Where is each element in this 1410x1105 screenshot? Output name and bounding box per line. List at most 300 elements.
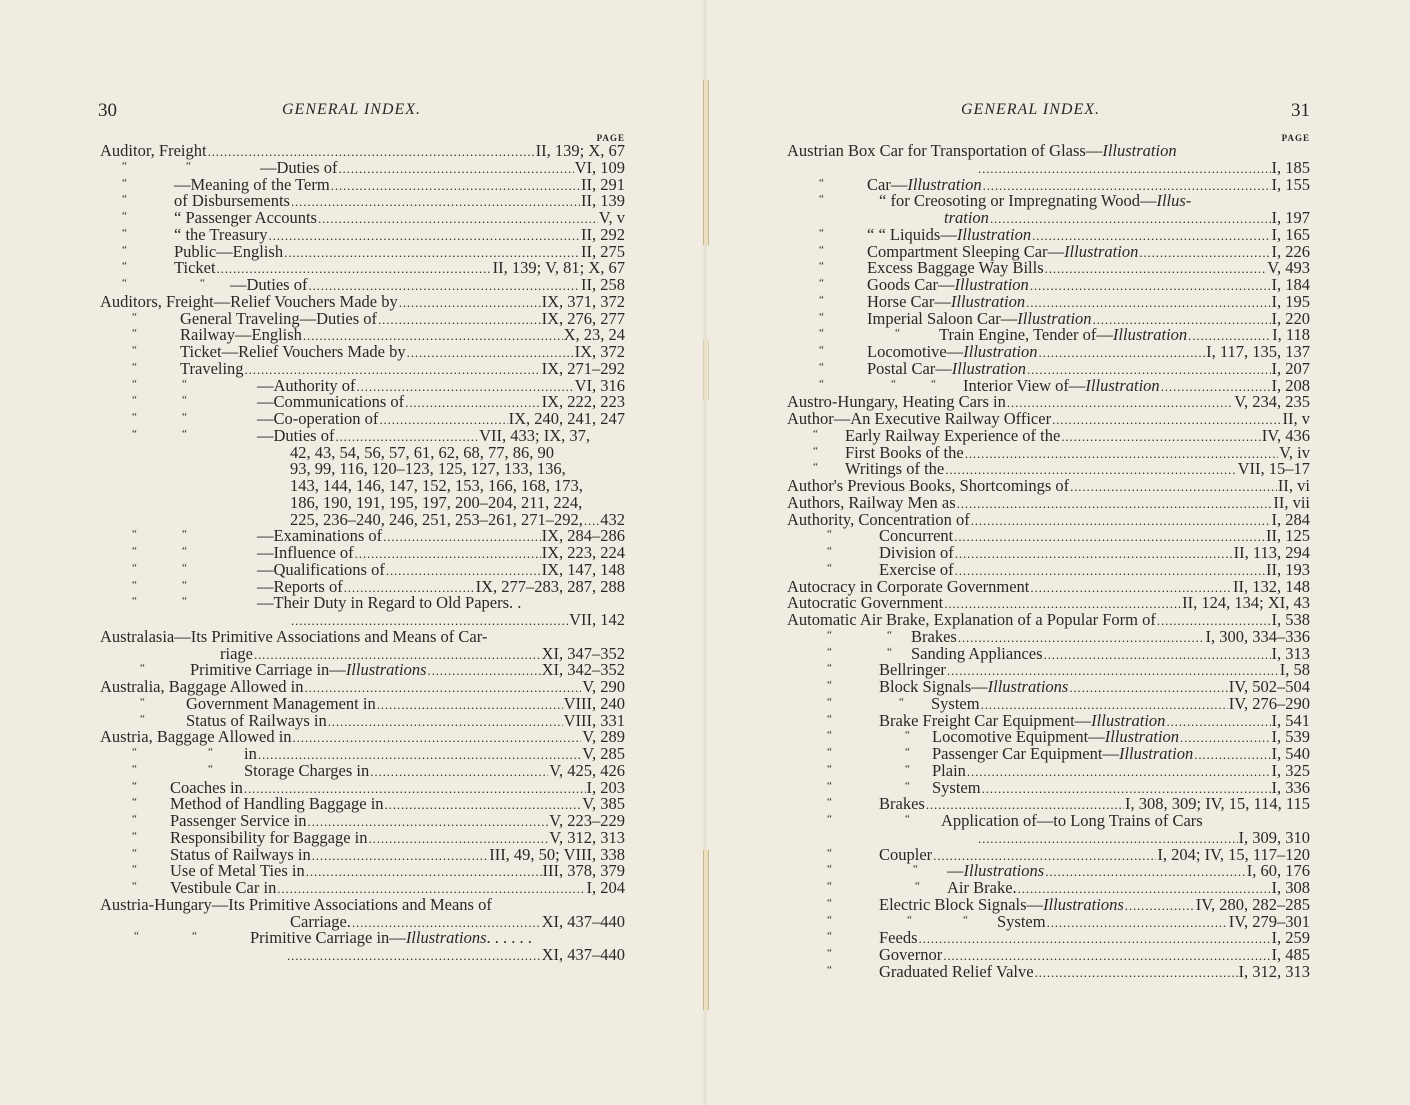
page-reference: II, 291 [581, 174, 625, 194]
entry-italic: Illustrations [963, 861, 1045, 881]
entry-label: Author's Previous Books, Shortcomings of [787, 476, 1070, 495]
index-entry [100, 894, 625, 914]
ditto-mark: “ [182, 578, 187, 591]
page-reference: IX, 284–286 [541, 526, 625, 546]
entry-label: Bellringer [879, 660, 946, 680]
index-entry [787, 894, 1310, 914]
page-reference: II, 113, 294 [1233, 543, 1310, 562]
entry-label: “ “ Liquids— [867, 224, 957, 244]
ditto-mark: “ [813, 444, 818, 457]
entry-text [787, 612, 1156, 629]
entry-label: Passenger Car Equipment— [932, 744, 1119, 763]
entry-text [932, 777, 981, 797]
index-entry [787, 210, 1310, 227]
entry-label: Horse Car— [867, 291, 951, 311]
entry-label: Feeds [879, 928, 918, 948]
ditto-mark: “ [827, 695, 832, 708]
entry-label: Railway—English [180, 325, 302, 345]
page-column-label: PAGE [596, 133, 625, 143]
entry-label: of Disbursements [174, 191, 290, 211]
index-entry [100, 693, 625, 713]
entry-label: Concurrent [879, 526, 954, 546]
entry-label: Storage Charges in [244, 760, 370, 780]
ditto-mark: “ [140, 712, 145, 725]
ditto-mark: “ [122, 176, 127, 189]
ditto-mark: “ [208, 762, 213, 775]
dot-leader [269, 228, 581, 245]
page-reference: II, 132, 148 [1233, 576, 1310, 596]
page-reference: II, vii [1273, 492, 1310, 512]
entry-label: Passenger Service in [170, 811, 307, 830]
ditto-mark: “ [827, 796, 832, 809]
page-reference: I, 204; IV, 15, 117–120 [1157, 844, 1310, 864]
ditto-mark: “ [132, 746, 137, 758]
entry-label: Postal Car— [867, 358, 952, 378]
dot-leader [965, 446, 1278, 463]
entry-label: —Reports of [257, 576, 343, 596]
entry-text [932, 746, 1193, 763]
ditto-mark: “ [182, 377, 187, 390]
ditto-mark: “ [132, 578, 137, 591]
dot-leader [1069, 680, 1227, 697]
ditto-mark: “ [208, 746, 213, 758]
page-reference: VI, 316 [574, 375, 625, 395]
page-reference: I, 207 [1271, 358, 1310, 378]
entry-label: — [947, 861, 964, 881]
entry-label: Application of—to Long Trains of Cars [941, 811, 1203, 830]
page-reference: III, 49, 50; VIII, 338 [489, 844, 625, 864]
ditto-mark: “ [915, 880, 920, 892]
entry-italic: Illus- [1156, 191, 1192, 211]
entry-label: Status of Railways in [170, 844, 311, 864]
entry-label: Ticket—Relief Vouchers Made by [180, 342, 406, 361]
index-entry [787, 157, 1310, 177]
entry-label: Governor [879, 945, 943, 964]
dot-leader [1052, 412, 1281, 429]
index-entry [100, 308, 625, 328]
page-reference: I, 259 [1271, 928, 1310, 948]
ditto-mark: “ [827, 896, 832, 909]
entry-text [257, 595, 521, 612]
entry-label: —Influence of [257, 543, 354, 562]
ditto-mark: “ [186, 159, 191, 172]
entry-italic: Illustration [963, 342, 1038, 361]
ditto-mark: “ [122, 226, 127, 239]
entry-text [879, 796, 925, 813]
entry-label: Austria, Baggage Allowed in [100, 727, 292, 747]
page-reference: I, 538 [1271, 610, 1310, 629]
page-reference: IX, 277–283, 287, 288 [475, 576, 625, 596]
ditto-mark: “ [827, 545, 832, 557]
entry-label: Author—An Executive Railway Officer [787, 409, 1052, 428]
entry-label: System [997, 911, 1046, 931]
running-head-title: GENERAL INDEX. [282, 101, 422, 118]
page-reference: II, 139 [581, 191, 625, 211]
dot-leader [377, 697, 563, 714]
index-entry [787, 545, 1310, 562]
page-reference: II, 275 [581, 241, 625, 261]
ditto-mark: “ [827, 963, 832, 976]
page-reference: I, 308, 309; IV, 15, 114, 115 [1124, 794, 1310, 814]
ditto-mark: “ [819, 226, 824, 239]
page-number: 30 [98, 100, 117, 121]
entry-italic: Illustration [907, 174, 982, 194]
ditto-mark: “ [827, 779, 832, 792]
ditto-mark: “ [122, 210, 127, 222]
ditto-mark: “ [827, 930, 832, 943]
dot-leader [967, 764, 1271, 781]
dot-leader [1045, 864, 1246, 881]
page-reference: IX, 271–292 [541, 358, 625, 378]
entry-label: Brakes [879, 794, 925, 814]
page-reference: I, 541 [1271, 710, 1310, 730]
ditto-mark: “ [132, 344, 137, 356]
ditto-mark: “ [913, 863, 918, 876]
dot-leader [1030, 278, 1271, 295]
entry-label: Compartment Sleeping Car— [867, 241, 1065, 261]
index-entry [100, 358, 625, 378]
ditto-mark: “ [182, 545, 187, 557]
dot-leader [1044, 647, 1271, 664]
ditto-mark: “ [827, 561, 832, 574]
ditto-mark: “ [819, 360, 824, 373]
dot-leader [1194, 747, 1270, 764]
ditto-mark: “ [827, 628, 832, 641]
ditto-mark: “ [827, 863, 832, 876]
entry-italic: Illustration [951, 358, 1027, 378]
dot-leader [1070, 479, 1277, 496]
entry-italic: Illustration [1017, 308, 1092, 328]
ditto-mark: “ [132, 310, 137, 323]
page-reference: V, 385 [582, 794, 625, 814]
dot-leader [306, 864, 542, 881]
index-entry [787, 947, 1310, 964]
page-reference: V, 223–229 [549, 811, 625, 830]
ditto-mark: “ [132, 796, 137, 809]
dot-leader [978, 161, 1271, 178]
index-entry [787, 528, 1310, 545]
ditto-mark: “ [140, 695, 145, 708]
page-reference: IV, 279–301 [1228, 911, 1310, 931]
ditto-mark: “ [827, 712, 832, 725]
entry-label: First Books of the [845, 442, 964, 462]
entry-text [100, 729, 292, 746]
entry-label: Authors, Railway Men as [787, 492, 956, 512]
ditto-mark: “ [827, 947, 832, 959]
index-entry [787, 760, 1310, 780]
ditto-mark: “ [122, 260, 127, 273]
index-entry [100, 595, 625, 612]
entry-label: Vestibule Car in [170, 878, 277, 897]
page-reference: I, 309, 310 [1238, 827, 1310, 847]
ditto-mark: “ [905, 779, 910, 792]
entry-label: Air Brake. [947, 878, 1017, 897]
entry-label: Locomotive— [867, 342, 964, 361]
ditto-mark: “ [819, 310, 824, 323]
index-entry [787, 193, 1310, 210]
ditto-mark: “ [819, 293, 824, 306]
ditto-mark: “ [899, 695, 904, 708]
entry-italic: Illustration [950, 291, 1026, 311]
entry-label: Electric Block Signals— [879, 894, 1044, 914]
index-entry [787, 961, 1310, 981]
ditto-mark: “ [132, 829, 137, 842]
page-reference: XI, 437–440 [541, 911, 625, 931]
ditto-mark: “ [887, 645, 892, 658]
ditto-mark: “ [122, 243, 127, 256]
entry-text [100, 626, 488, 646]
ditto-mark: “ [827, 746, 832, 758]
ditto-mark: “ [132, 863, 137, 876]
entry-label: General Traveling—Duties of [180, 308, 378, 328]
page-number: 31 [1291, 100, 1310, 121]
page-reference: IX, 276, 277 [541, 308, 625, 328]
page-reference: I, 197 [1271, 208, 1310, 227]
entry-label: Block Signals— [879, 677, 988, 696]
dot-leader [383, 529, 540, 546]
ditto-mark: “ [827, 679, 832, 691]
index-entry [787, 827, 1310, 847]
dot-leader [428, 663, 541, 680]
dot-leader [287, 948, 541, 965]
entry-label: Public—English [174, 241, 284, 261]
index-entries [100, 143, 625, 964]
entry-text [879, 844, 933, 864]
page-reference: X, 23, 24 [563, 325, 625, 345]
entry-label: System [932, 777, 981, 797]
entry-label: Autocratic Government [787, 593, 944, 613]
dot-leader [955, 546, 1233, 563]
ditto-mark: “ [905, 762, 910, 775]
entry-italic: Illustration [1102, 141, 1177, 160]
page-reference: I, 195 [1271, 291, 1310, 311]
page-column-label: PAGE [1281, 133, 1310, 143]
page-reference: II, 139; X, 67 [535, 141, 625, 160]
entry-label: Austria-Hungary—Its Primitive Associations and Means of [100, 894, 492, 914]
dot-leader [291, 194, 580, 211]
ditto-mark: “ [819, 344, 824, 356]
page-reference: II, 292 [581, 224, 625, 244]
dot-leader [378, 312, 541, 329]
page-reference: IV, 436 [1261, 425, 1310, 445]
entry-label: —Duties of [257, 425, 335, 445]
entry-label: Australasia—Its Primitive Associations and Means of Car- [100, 626, 488, 646]
ditto-mark: “ [192, 930, 197, 943]
entry-label: 42, 43, 54, 56, 57, 61, 62, 68, 77, 86, 90 [290, 442, 554, 462]
index-entries [787, 143, 1310, 981]
ditto-mark: “ [827, 762, 832, 775]
page-reference: IV, 502–504 [1228, 677, 1310, 696]
entry-label: —Examinations of [257, 526, 383, 546]
index-entry [787, 746, 1310, 763]
page-reference: I, 203 [586, 777, 625, 797]
entry-label: Austro-Hungary, Heating Cars in [787, 392, 1006, 412]
dot-leader [312, 848, 489, 865]
left-page [100, 0, 625, 1105]
ditto-mark: “ [132, 813, 137, 825]
page-reference: I, 155 [1271, 174, 1310, 194]
index-entry [787, 844, 1310, 864]
ditto-mark: “ [827, 813, 832, 825]
ditto-mark: “ [813, 427, 818, 440]
ditto-mark: “ [827, 645, 832, 658]
page-reference: II, 125 [1266, 526, 1310, 546]
page-reference: I, 184 [1271, 275, 1310, 294]
entry-label: 225, 236–240, 246, 251, 253–261, 271–292, [290, 509, 583, 529]
ditto-mark: “ [132, 561, 137, 574]
ditto-mark: “ [905, 729, 910, 742]
ditto-mark: “ [132, 360, 137, 373]
index-entry [787, 643, 1310, 663]
ditto-mark: “ [132, 846, 137, 859]
entry-label: Graduated Relief Valve [879, 961, 1034, 981]
entry-text [997, 911, 1046, 931]
entry-label: —Meaning of the Term [174, 174, 330, 194]
ditto-mark: “ [132, 762, 137, 775]
dot-leader [1166, 714, 1270, 731]
entry-italic: Illustration [1112, 325, 1188, 345]
page-reference: I, 540 [1271, 744, 1310, 763]
ditto-mark: “ [132, 427, 137, 440]
page-reference: I, 117, 135, 137 [1206, 342, 1310, 361]
entry-label: —Co-operation of [257, 409, 379, 428]
entry-text [250, 930, 532, 947]
entry-label: Brake Freight Car Equipment— [879, 710, 1092, 730]
page-reference: I, 325 [1271, 760, 1310, 780]
entry-label: Primitive Carriage in— [190, 660, 346, 680]
ditto-mark: “ [132, 545, 137, 557]
ditto-mark: “ [905, 746, 910, 758]
index-entry [100, 260, 625, 277]
ditto-mark: “ [813, 461, 818, 474]
page-reference: IX, 222, 223 [541, 392, 625, 412]
dot-leader [990, 211, 1271, 228]
page-reference: V, 493 [1267, 258, 1310, 278]
ditto-mark: “ [182, 561, 187, 574]
entry-italic: Illustrations [987, 677, 1069, 696]
page-reference: IX, 372 [574, 342, 625, 361]
ditto-mark: “ [132, 595, 137, 608]
ditto-mark: “ [132, 528, 137, 541]
page-reference: II, v [1282, 409, 1310, 428]
entry-label: Auditors, Freight—Relief Vouchers Made by [100, 291, 398, 311]
dot-leader [318, 211, 598, 228]
ditto-mark: “ [132, 377, 137, 390]
entry-label: —Communications of [257, 392, 405, 412]
entry-label: Car— [867, 174, 908, 194]
dot-leader [208, 144, 535, 161]
page-reference: I, 284 [1271, 509, 1310, 529]
ditto-mark: “ [827, 846, 832, 859]
ditto-mark: “ [182, 411, 187, 423]
page-reference: IV, 276–290 [1228, 693, 1310, 713]
ditto-mark: “ [963, 913, 968, 926]
entry-text [879, 961, 1034, 981]
dot-leader [1061, 429, 1260, 446]
index-entry [100, 947, 625, 964]
entry-label: Imperial Saloon Car— [867, 308, 1018, 328]
entry-label: Method of Handling Baggage in [170, 794, 384, 814]
ditto-mark: “ [182, 595, 187, 608]
dot-leader [1125, 898, 1195, 915]
index-entry [787, 143, 1310, 160]
entry-label: Early Railway Experience of the [845, 425, 1061, 445]
entry-label: riage [220, 643, 253, 663]
entry-label: Status of Railways in [186, 710, 327, 730]
page-reference: I, 165 [1271, 224, 1310, 244]
ditto-mark: “ [819, 176, 824, 189]
entry-label: —Their Duty in Regard to Old Papers. . [257, 593, 522, 613]
entry-text [244, 760, 370, 780]
entry-label: Primitive Carriage in— [250, 928, 406, 948]
page-reference: I, 300, 334–336 [1205, 626, 1310, 646]
ditto-mark: “ [140, 662, 145, 675]
dot-leader [954, 529, 1265, 546]
page-reference: VII, 142 [569, 610, 625, 629]
entry-label: Coaches in [170, 777, 243, 797]
ditto-mark: “ [819, 327, 824, 340]
page-reference: V, 234, 235 [1234, 392, 1310, 412]
index-entry [787, 813, 1310, 830]
ditto-mark: “ [827, 880, 832, 892]
page-reference: II, 124, 134; XI, 43 [1182, 593, 1310, 613]
ditto-mark: “ [122, 193, 127, 206]
entry-label: Locomotive Equipment— [932, 727, 1105, 747]
page-reference: II, 258 [581, 275, 625, 294]
ditto-mark: “ [827, 729, 832, 742]
entry-label: “ Passenger Accounts [174, 208, 317, 227]
page-reference: II, vi [1277, 476, 1310, 495]
entry-text [787, 143, 1177, 160]
page-reference: VIII, 240 [563, 693, 625, 713]
index-entry [787, 930, 1310, 947]
entry-label: Train Engine, Tender of— [939, 325, 1113, 345]
entry-italic: Illustration [1118, 744, 1194, 763]
ditto-mark: “ [827, 528, 832, 541]
ditto-mark: “ [122, 277, 127, 289]
ditto-mark: “ [182, 427, 187, 440]
entry-italic: Illustrations [405, 928, 487, 948]
entry-text [879, 193, 1191, 210]
entry-trail-dots: . . . . . . [486, 928, 532, 948]
entry-label: 186, 190, 191, 195, 197, 200–204, 211, 224, [290, 492, 583, 512]
ditto-mark: “ [819, 277, 824, 289]
ditto-mark: “ [132, 327, 137, 340]
entry-italic: Illustrations [1043, 894, 1124, 914]
page-reference: VI, 109 [574, 157, 625, 177]
index-entry [787, 626, 1310, 646]
page-reference: VII, 433; IX, 37, [479, 425, 590, 445]
entry-label: 143, 144, 146, 147, 152, 153, 166, 168, 173, [290, 476, 583, 495]
entry-label: Austrian Box Car for Transportation of Glass— [787, 141, 1103, 160]
index-entry [787, 911, 1310, 931]
page-reference: I, 313 [1271, 643, 1310, 663]
ditto-mark: “ [887, 628, 892, 641]
entry-italic: Illustration [1091, 710, 1166, 730]
page-reference: VII, 15–17 [1237, 459, 1310, 479]
ditto-mark: “ [895, 327, 900, 340]
entry-text [174, 260, 216, 277]
index-entry [787, 863, 1310, 880]
page-reference: I, 312, 313 [1238, 961, 1310, 981]
entry-label: Plain [932, 760, 966, 780]
entry-italic: Illustrations [345, 660, 427, 680]
entry-label: “ for Creosoting or Impregnating Wood— [879, 191, 1157, 211]
page-reference: VIII, 331 [563, 710, 625, 730]
entry-label: Use of Metal Ties in [170, 861, 305, 881]
ditto-mark: “ [122, 159, 127, 172]
entry-italic: Illustration [1064, 241, 1139, 261]
